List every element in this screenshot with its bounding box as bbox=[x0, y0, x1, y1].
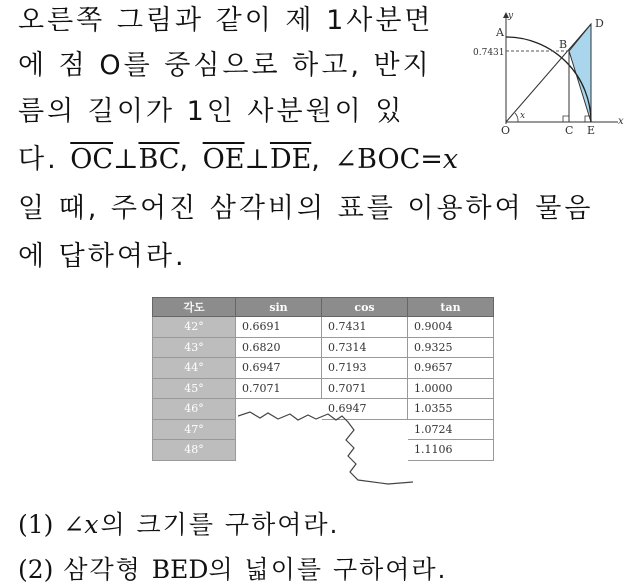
segment-bc: $\overline{BC}$ bbox=[138, 144, 180, 175]
header-tan: tan bbox=[408, 298, 494, 317]
cell-angle: 47° bbox=[153, 419, 236, 440]
point-o-label: O bbox=[501, 124, 511, 137]
cell-cos: 0.7193 bbox=[322, 358, 408, 379]
question-2 bbox=[18, 550, 448, 586]
q2-pre: 삼각형 bbox=[63, 555, 142, 584]
point-a-label: A bbox=[496, 26, 504, 39]
cell-angle: 46° bbox=[153, 399, 236, 420]
problem-line-6: 에 답하여라. bbox=[18, 241, 187, 272]
problem-line-3: 름의 길이가 1인 사분원이 있 bbox=[18, 96, 405, 127]
line4-prefix: 다. bbox=[18, 144, 59, 175]
q1-number: (1) bbox=[18, 510, 54, 539]
table-row bbox=[153, 378, 494, 399]
angle-arc bbox=[515, 113, 518, 122]
cell-tan: 1.0355 bbox=[408, 399, 494, 420]
cell-tan: 1.0000 bbox=[408, 378, 494, 399]
torn-line bbox=[238, 412, 413, 484]
perp-symbol: ⊥ bbox=[113, 144, 139, 175]
header-sin: sin bbox=[236, 298, 322, 317]
angle-x-label: x bbox=[520, 111, 526, 121]
cell-cos: 0.7431 bbox=[322, 317, 408, 338]
table-row bbox=[153, 337, 494, 358]
q2-number: (2) bbox=[18, 555, 54, 584]
q1-var-x: x bbox=[84, 510, 101, 539]
segment-de: $\overline{DE}$ bbox=[269, 144, 312, 175]
cell-tan: 1.0724 bbox=[408, 419, 494, 440]
comma-2: , bbox=[311, 144, 323, 175]
q1-text: 의 크기를 구하여라. bbox=[100, 510, 340, 539]
x-axis-label: x bbox=[618, 116, 624, 127]
table-header-row bbox=[153, 298, 494, 317]
header-cos: cos bbox=[322, 298, 408, 317]
cell-tan: 0.9325 bbox=[408, 337, 494, 358]
right-angle-c bbox=[563, 116, 569, 122]
q2-text: 의 넓이를 구하여라. bbox=[208, 555, 448, 584]
cell-cos: 0.7071 bbox=[322, 378, 408, 399]
cell-sin: 0.7071 bbox=[236, 378, 322, 399]
problem-line-4 bbox=[18, 143, 461, 177]
y-axis-label: y bbox=[508, 11, 514, 21]
segment-oc: $\overline{OC}$ bbox=[70, 144, 114, 175]
cell-angle: 43° bbox=[153, 337, 236, 358]
cell-sin: 0.6820 bbox=[236, 337, 322, 358]
angle-var-x: x bbox=[442, 144, 462, 175]
cell-tan: 1.1106 bbox=[408, 440, 494, 461]
cell-cos: 0.6947 bbox=[322, 399, 408, 420]
problem-line-5: 일 때, 주어진 삼각비의 표를 이용하여 물음 bbox=[18, 193, 594, 224]
cell-sin: 0.6691 bbox=[236, 317, 322, 338]
header-angle: 각도 bbox=[153, 298, 236, 317]
table-row bbox=[153, 358, 494, 379]
problem-line-2: 에 점 O를 중심으로 하고, 반지 bbox=[18, 50, 432, 81]
cell-angle: 42° bbox=[153, 317, 236, 338]
cell-cos: 0.7314 bbox=[322, 337, 408, 358]
sin-value-label: 0.7431 bbox=[473, 48, 505, 58]
cell-angle: 48° bbox=[153, 440, 236, 461]
point-d-label: D bbox=[595, 17, 604, 30]
quarter-circle-figure bbox=[468, 8, 628, 138]
cell-sin: 0.6947 bbox=[236, 358, 322, 379]
problem-line-1: 오른쪽 그림과 같이 제 1사분면 bbox=[18, 5, 434, 36]
triangle-bed bbox=[569, 24, 591, 122]
q1-angle-symbol: ∠ bbox=[63, 510, 85, 539]
cell-angle: 44° bbox=[153, 358, 236, 379]
question-1 bbox=[18, 505, 339, 541]
cell-tan: 0.9004 bbox=[408, 317, 494, 338]
point-b-label: B bbox=[559, 38, 568, 51]
perp-symbol-2: ⊥ bbox=[244, 144, 270, 175]
cell-tan: 0.9657 bbox=[408, 358, 494, 379]
torn-edge bbox=[238, 410, 414, 486]
cell-angle: 45° bbox=[153, 378, 236, 399]
segment-oe: $\overline{OE}$ bbox=[202, 144, 245, 175]
table-row bbox=[153, 317, 494, 338]
angle-boc: ∠BOC= bbox=[334, 144, 443, 175]
comma: , bbox=[179, 144, 192, 175]
point-c-label: C bbox=[565, 124, 574, 137]
point-e-label: E bbox=[587, 124, 596, 137]
q2-bed: BED bbox=[151, 555, 209, 584]
